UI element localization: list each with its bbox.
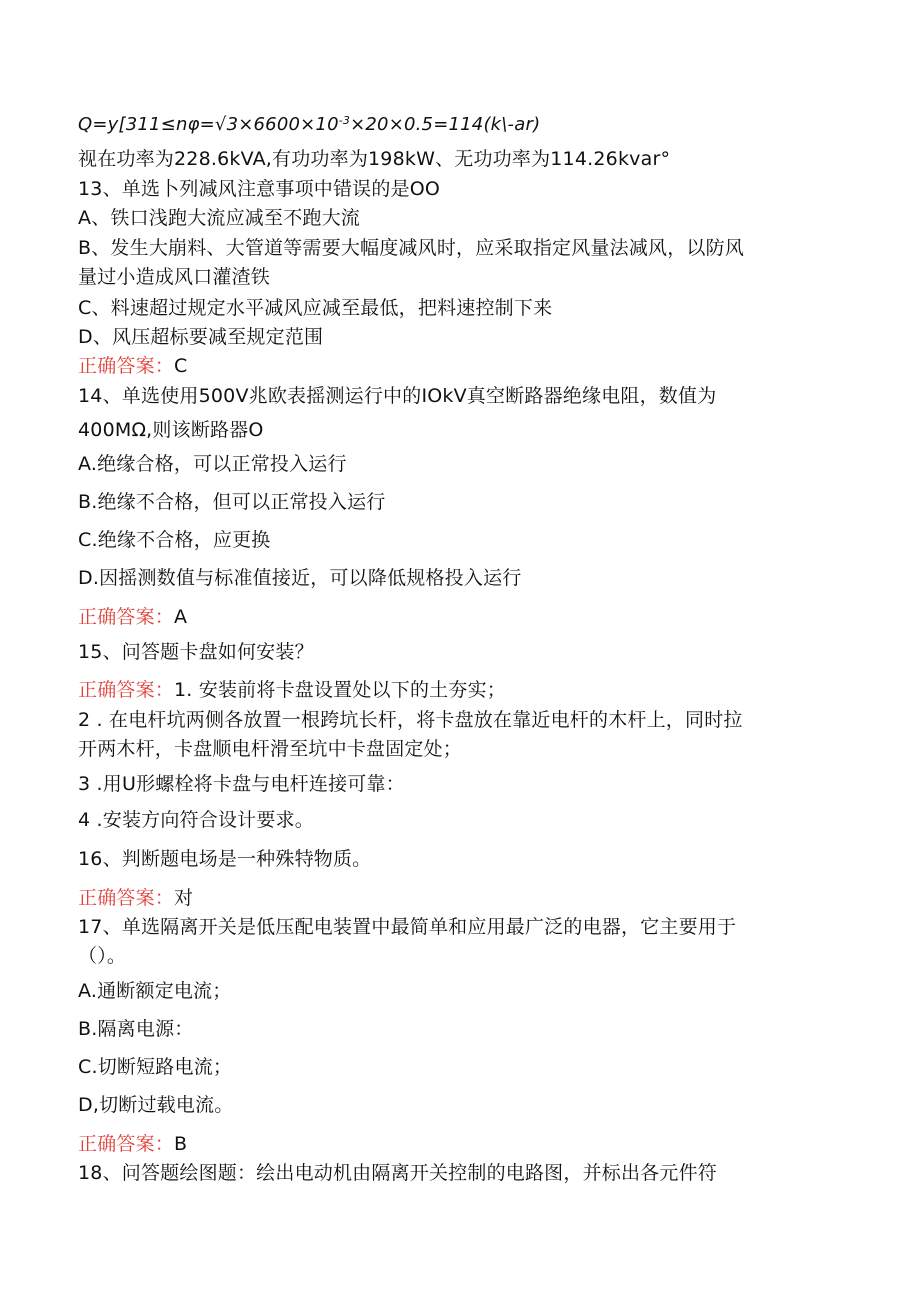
question-15: 15、问答题卡盘如何安装？ — [78, 641, 314, 663]
answer-label: 正确答案： — [78, 679, 175, 701]
answer-label: 正确答案： — [78, 887, 175, 909]
answer-value: A — [174, 606, 188, 628]
question-16: 16、判断题电场是一种殊特物质。 — [78, 848, 372, 870]
q14-option-d: D.因摇测数值与标准值接近，可以降低规格投入运行 — [78, 567, 522, 589]
q13-option-d: D、风压超标要减至规定范围 — [78, 326, 324, 348]
question-14: 14、单选使用500V兆欧表摇测运行中的IOkV真空断路器绝缘电阻，数值为 — [78, 385, 717, 407]
q15-step-2: 2 . 在电杆坑两侧各放置一根跨坑长杆，将卡盘放在靠近电杆的木杆上，同时拉 — [78, 709, 743, 731]
answer-label: 正确答案： — [78, 1133, 175, 1155]
q13-option-c: C、料速超过规定水平减风应减至最低，把料速控制下来 — [78, 297, 553, 319]
q17-option-a: A.通断额定电流； — [78, 980, 232, 1002]
formula-line — [78, 113, 540, 137]
q17-option-d: D,切断过载电流。 — [78, 1094, 234, 1116]
q13-option-b: B、发生大崩料、大管道等需要大幅度减风时，应采取指定风量法减风，以防风 — [78, 237, 745, 259]
question-14-cont: 400MΩ,则该断路器O — [78, 419, 264, 441]
answer-16 — [78, 886, 193, 910]
q15-step-4: 4 .安装方向符合设计要求。 — [78, 809, 314, 831]
answer-value: 1. 安装前将卡盘设置处以下的土夯实； — [174, 679, 506, 701]
q17-option-b: B.隔离电源： — [78, 1018, 194, 1040]
formula-tail: ×20×0.5=114(k\-ar) — [350, 114, 541, 135]
answer-label: 正确答案： — [78, 355, 175, 377]
q14-option-a: A.绝缘合格，可以正常投入运行 — [78, 453, 347, 475]
formula-exponent: -3 — [338, 114, 351, 127]
answer-value: 对 — [174, 887, 194, 909]
q13-option-b-cont: 量过小造成风口灌渣铁 — [78, 266, 271, 288]
answer-17 — [78, 1132, 187, 1156]
question-17: 17、单选隔离开关是低压配电装置中最简单和应用最广泛的电器，它主要用于 — [78, 916, 737, 938]
power-summary: 视在功率为228.6kVA,有功功率为198kW、无功功率为114.26kvar° — [78, 148, 671, 170]
answer-15 — [78, 678, 506, 702]
q14-option-b: B.绝缘不合格，但可以正常投入运行 — [78, 491, 386, 513]
q15-step-2-cont: 开两木杆，卡盘顺电杆滑至坑中卡盘固定处； — [78, 738, 463, 760]
question-17-cont: （）。 — [78, 945, 127, 967]
answer-value: B — [174, 1133, 188, 1155]
answer-label: 正确答案： — [78, 606, 175, 628]
q17-option-c: C.切断短路电流； — [78, 1056, 233, 1078]
answer-13 — [78, 354, 187, 378]
q13-option-a: A、铁口浅跑大流应减至不跑大流 — [78, 207, 360, 229]
question-18: 18、问答题绘图题：绘出电动机由隔离开关控制的电路图，并标出各元件符 — [78, 1162, 717, 1184]
question-13: 13、单选卜列减风注意事项中错误的是OO — [78, 178, 441, 200]
answer-14 — [78, 605, 187, 629]
formula-main: Q=y[311≤nφ=√3×6600×10 — [78, 114, 339, 135]
answer-value: C — [174, 355, 188, 377]
q14-option-c: C.绝缘不合格，应更换 — [78, 529, 271, 551]
q15-step-3: 3 .用U形螺栓将卡盘与电杆连接可靠： — [78, 773, 405, 795]
